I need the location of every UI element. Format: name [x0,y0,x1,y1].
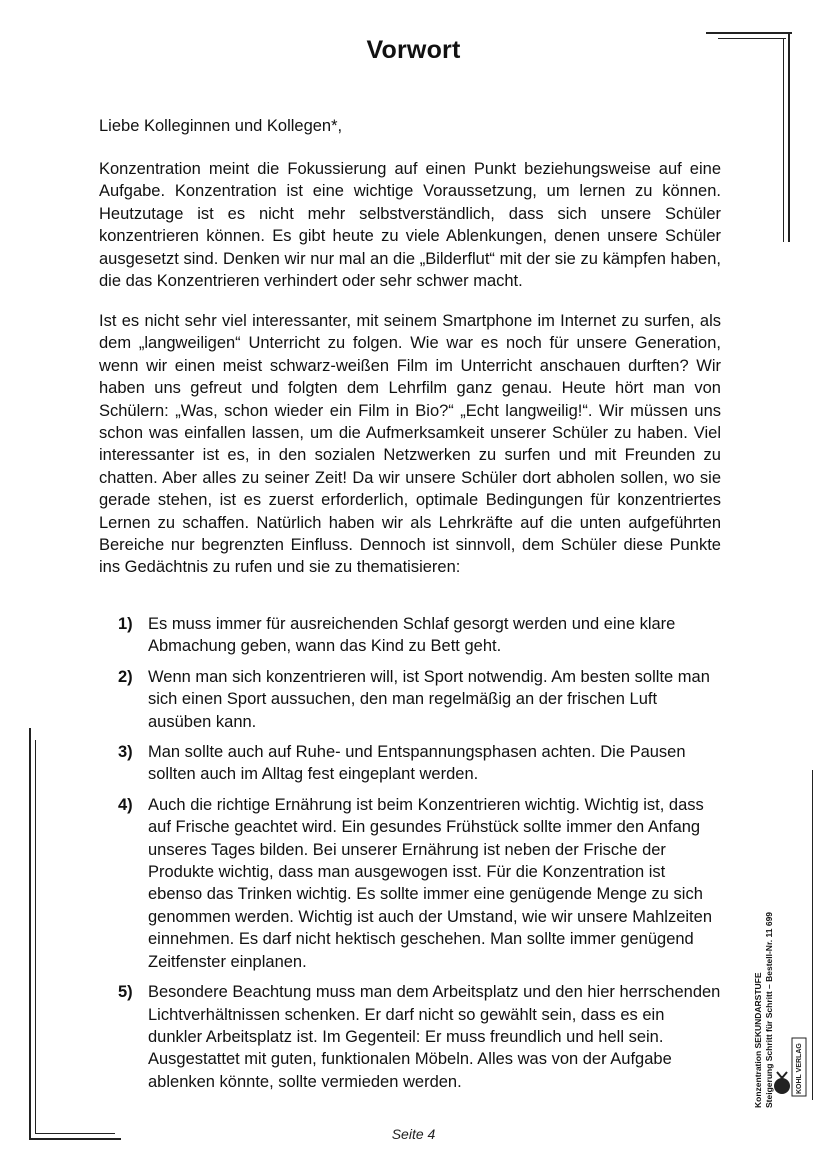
list-item [118,794,722,973]
list-item [118,741,722,786]
list-item-number: 5) [118,983,133,1002]
paragraph-2: Ist es nicht sehr viel interessanter, mit seinem Smartphone im Internet zu surfen, als dem „langweiligen“ Unterricht zu folgen. Wie war es noch für unsere Generation, wenn wir einen meist schwarz-weißen Film im Unterricht anschauen durften? Wir haben uns gefreut und folgten dem Lehrfilm ganz genau. Heute hört man von Schülern: „Was, schon wieder ein Film in Bio?“ „Echt langweilig!“. Wir müssen uns schon was einfallen lassen, um die Aufmerksamkeit unserer Schüler zu haben. Viel interessanter ist es, in den sozialen Netzwerken zu surfen und mit Freunden zu chatten. Aber alles zu seiner Zeit! Da wir unsere Schüler dort abholen sollen, wo sie gerade stehen, ist es zuerst erforderlich, optimale Bedingungen für konzentriertes Lernen zu schaffen. Natürlich haben wir als Lehrkräfte auf die unten aufgeführten Bereiche nur begrenzten Einfluss. Dennoch ist sinnvoll, dem Schüler diese Punkte ins Gedächtnis zu rufen und sie zu thematisieren: [99,312,721,577]
list-item-text: Wenn man sich konzentrieren will, ist Sport notwendig. Am besten sollte man sich einen Sport aussuchen, den man regelmäßig an der frischen Luft ausüben kann. [148,667,710,731]
publisher-logo [770,1036,818,1098]
frame-top-right-line [706,32,792,34]
list-item-text: Auch die richtige Ernährung ist beim Konzentrieren wichtig. Wichtig ist, dass auf Frische geachtet wird. Ein gesundes Frühstück sollte immer den Anfang unseres Tages bilden. Bei unserer Ernährung ist neben der Frische der Produkte wichtig, dass man ausgewogen isst. Für die Konzentration ist ebenso das Trinken wichtig. Es sollte immer eine genügende Menge zu sich genommen werden. Wichtig ist auch der Umstand, wie wir unsere Mahlzeiten einnehmen. Es darf nicht hektisch geschehen. Man sollte immer genügend Zeitfenster einplanen. [148,795,712,971]
publication-subtitle: Steigerung Schritt für Schritt – Bestell-Nr. 11 699 [764,911,774,1108]
frame-left-vertical-line [35,740,36,1134]
list-item-text: Es muss immer für ausreichenden Schlaf gesorgt werden und eine klare Abmachung geben, wann das Kind zu Bett geht. [148,615,676,656]
frame-right-vertical-line [783,38,784,242]
page-number: Seite 4 [391,1126,436,1142]
list-item [118,666,722,733]
list-item-number: 1) [118,615,133,633]
paragraph-1: Konzentration meint die Fokussierung auf einen Punkt beziehungsweise auf eine Aufgabe. Konzentration ist eine wichtige Voraussetzung, um lernen zu können. Heutzutage ist es nicht mehr selbstverständlich, dass sich unsere Schüler konzentrieren können. Es gibt heute zu viele Ablenkungen, denen unsere Schüler ausgesetzt sind. Denken wir nur mal an die „Bilderflut“ mit der sie zu kämpfen haben, die das Konzentrieren verhindert oder sehr schwer macht. [99,160,721,291]
list-item-text: Besondere Beachtung muss man dem Arbeitsplatz und den hier herrschenden Lichtverhältnissen schenken. Er darf nicht so gewählt sein, dass es ein dunkler Arbeitsplatz ist. Im Gegenteil: Er muss freundlich und hell sein. Ausgestattet mit guten, funktionalen Möbeln. Alles was von der Aufgabe ablenken könnte, sollte vermieden werden. [148,983,721,1091]
list-item-number: 2) [118,667,133,686]
list-item-number: 3) [118,743,133,762]
list-item-text: Man sollte auch auf Ruhe- und Entspannungsphasen achten. Die Pausen sollten auch im Alltag fest eingeplant werden. [148,743,686,784]
list-item [118,981,722,1093]
tips-list [118,613,722,1101]
list-item-number: 4) [118,795,133,814]
frame-left-vertical-line [29,728,31,1140]
publication-title: Konzentration SEKUNDARSTUFE [753,972,763,1108]
list-item [118,613,722,658]
page-title: Vorwort [366,36,461,64]
greeting: Liebe Kolleginnen und Kollegen*, [99,117,343,135]
publisher-logo-text: KOHL VERLAG [796,1043,803,1094]
